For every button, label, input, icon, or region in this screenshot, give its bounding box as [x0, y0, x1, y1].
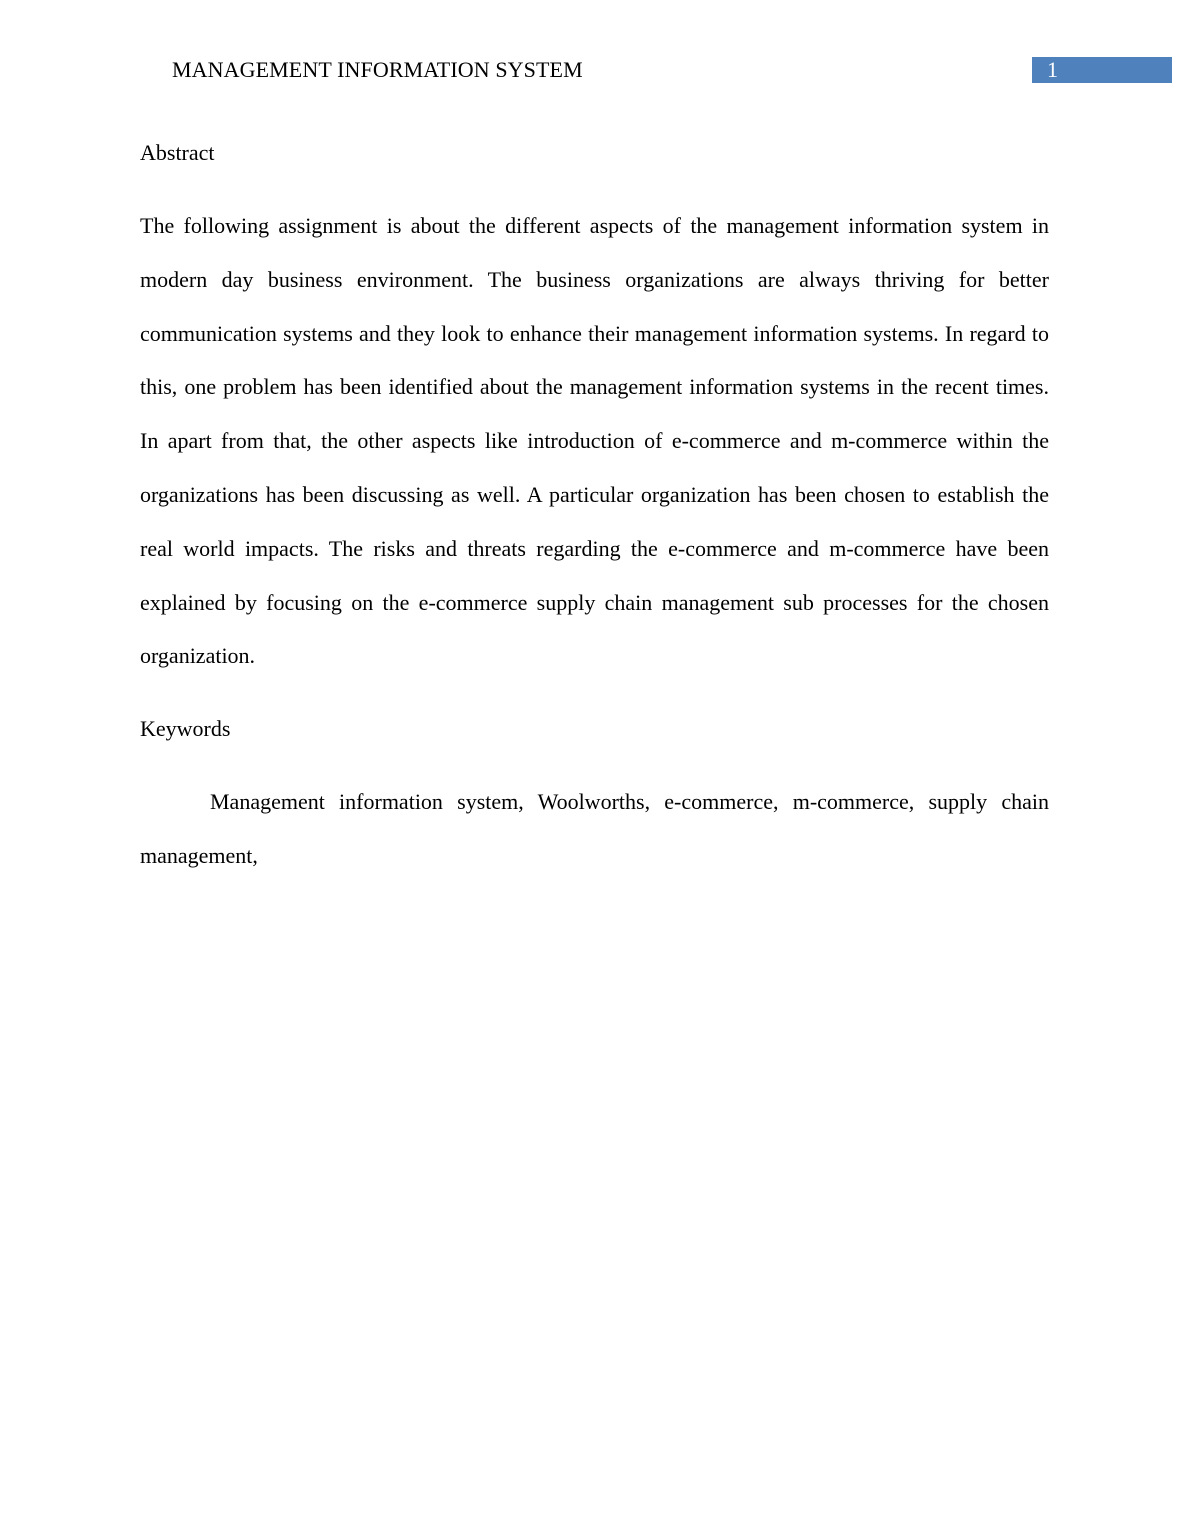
keywords-paragraph: Management information system, Woolworths, e-commerce, m-commerce, supply chain management, — [140, 789, 1049, 868]
abstract-paragraph: The following assignment is about the different aspects of the management information system in modern day business environment. The business organizations are always thriving for better communication systems and they look to enhance their management information systems. In regard to this, one problem has been identified about the management information systems in the recent times. In apart from that, the other aspects like introduction of e-commerce and m-commerce within the organizations has been discussing as well. A particular organization has been chosen to establish the real world impacts. The risks and threats regarding the e-commerce and m-commerce have been explained by focusing on the e-commerce supply chain management sub processes for the chosen organization. — [140, 213, 1049, 669]
page-number: 1 — [1047, 57, 1058, 82]
running-header-title: MANAGEMENT INFORMATION SYSTEM — [172, 57, 583, 82]
abstract-heading: Abstract — [140, 140, 215, 165]
keywords-heading: Keywords — [140, 716, 231, 741]
page-number-badge — [1032, 57, 1172, 83]
